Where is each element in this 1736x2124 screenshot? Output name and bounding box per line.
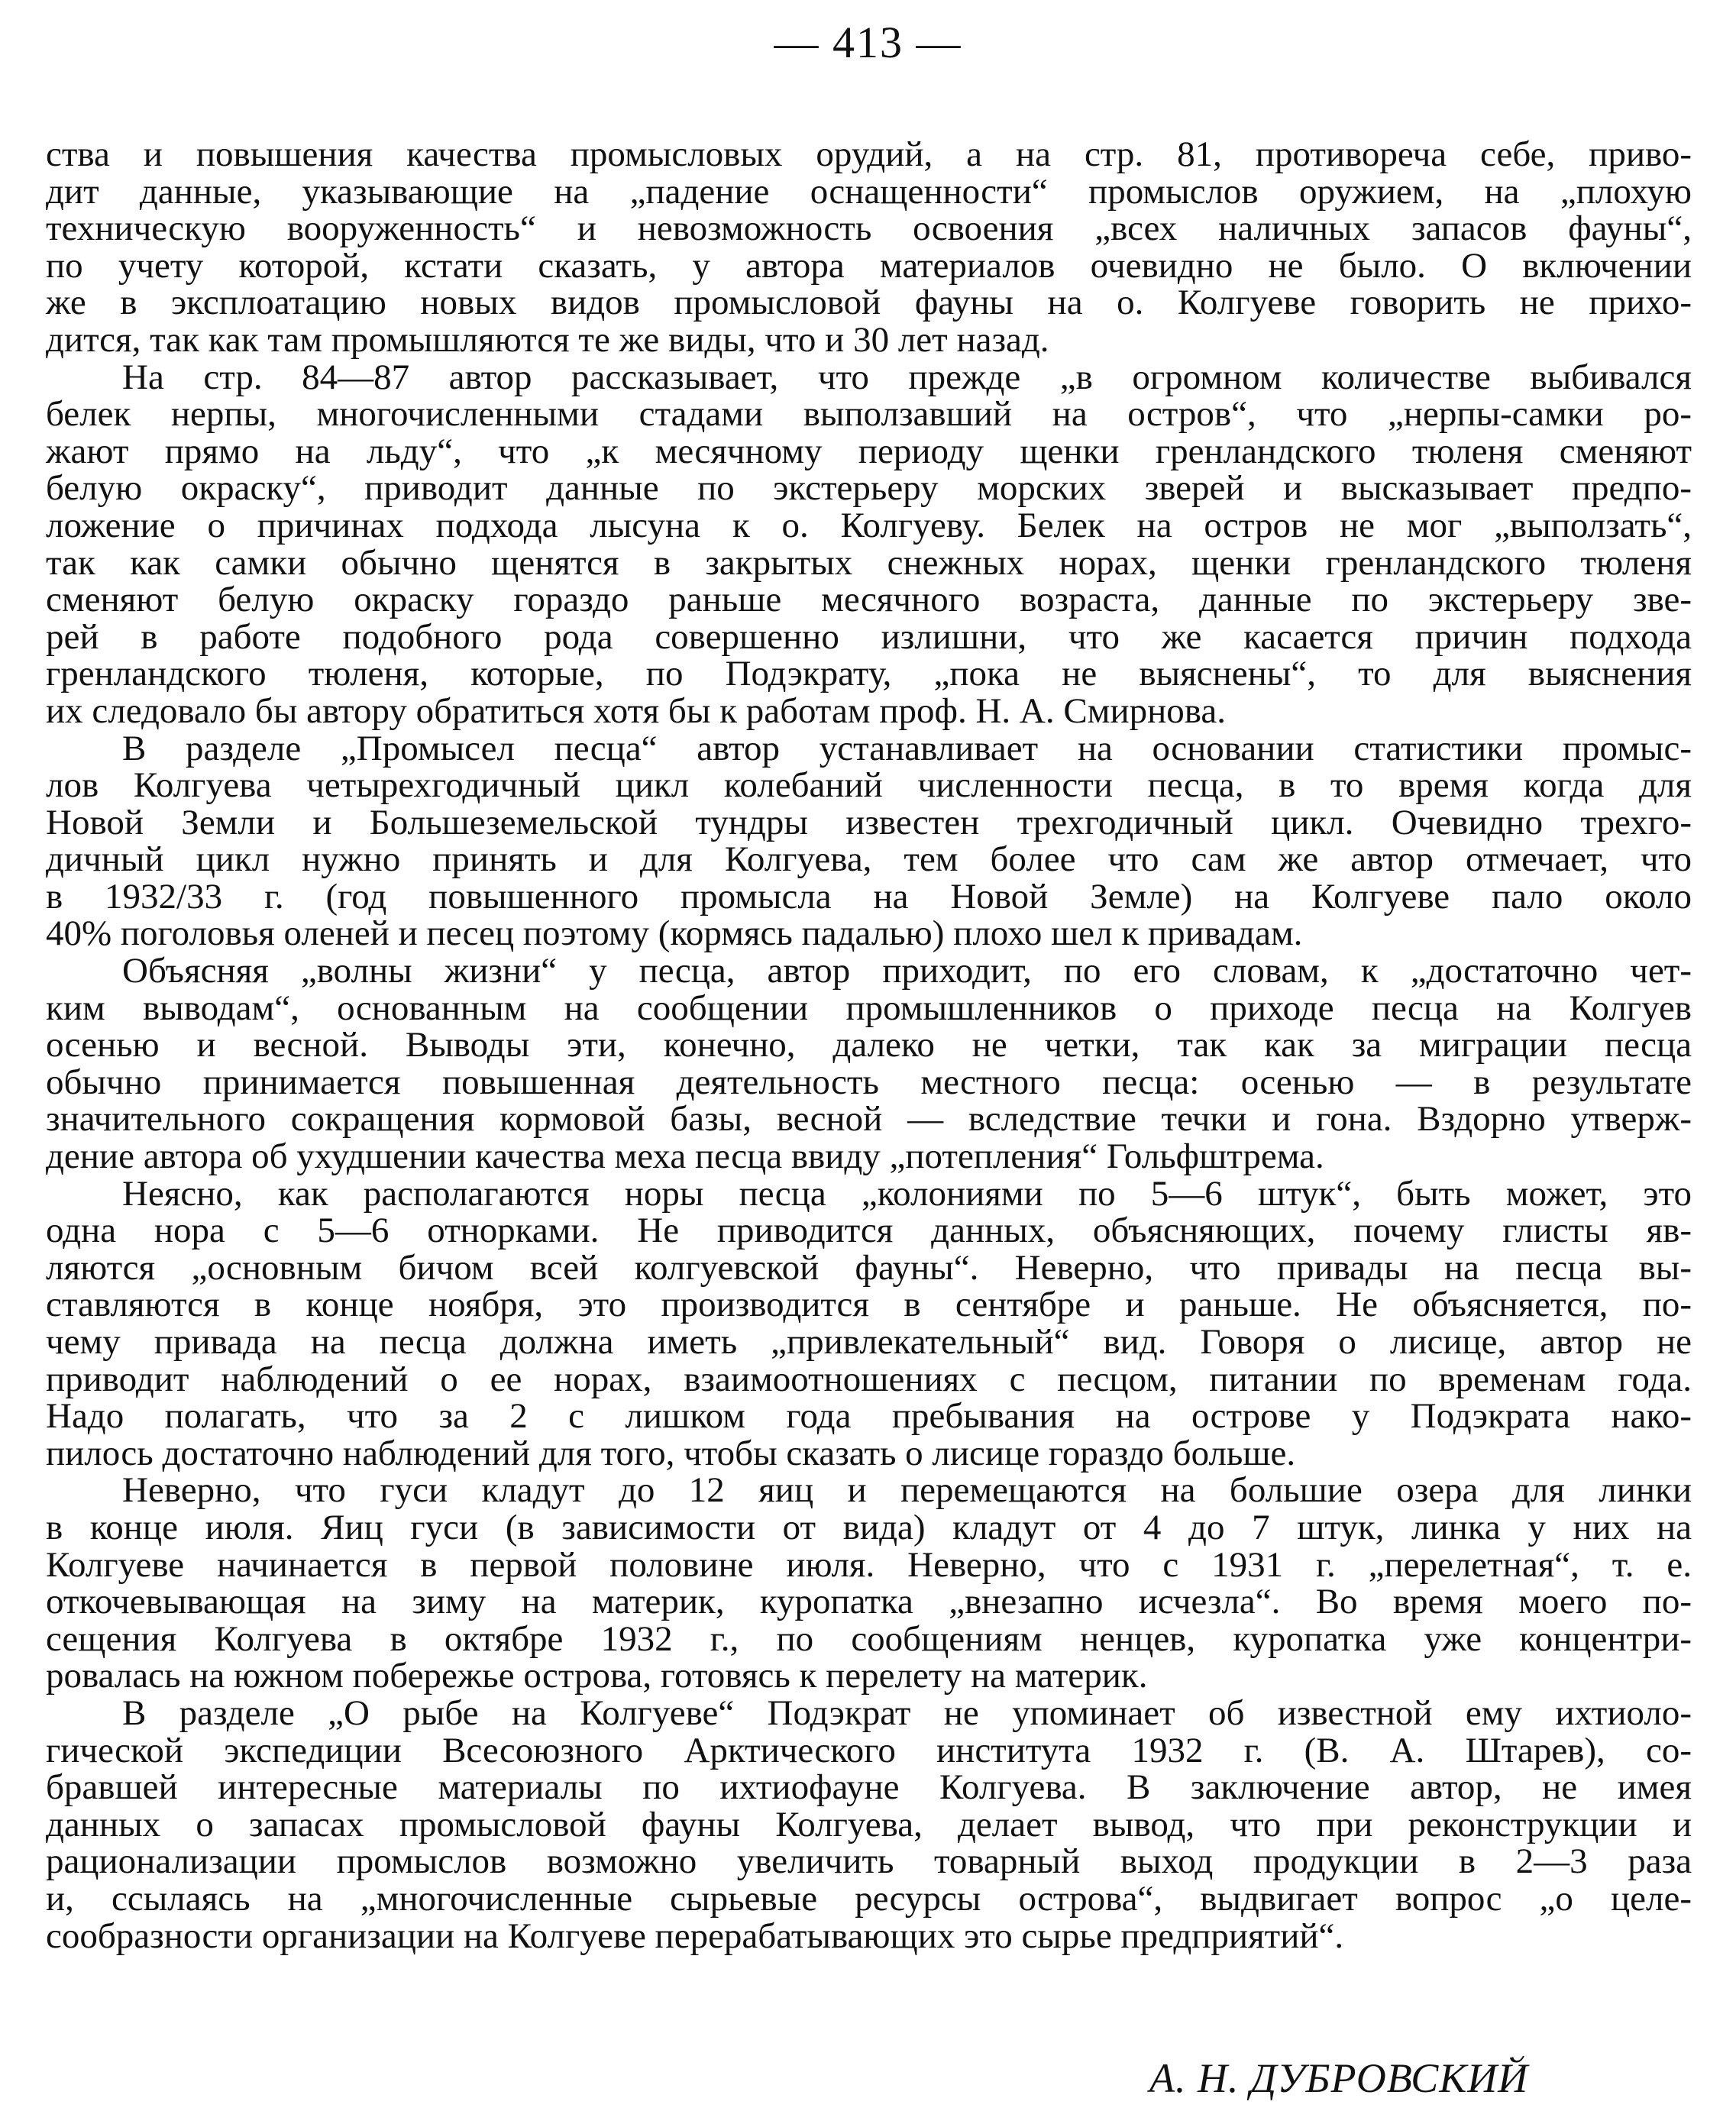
text-line: чему привада на песца должна иметь „привлекательный“ вид. Говоря о лисице, автор не — [46, 1322, 1692, 1362]
text-line: белек нерпы, многочисленными стадами выползавший на остров“, что „нерпы-самки ро- — [46, 394, 1692, 435]
text-line: обычно принимается повышенная деятельность местного песца: осенью — в результате — [46, 1062, 1692, 1102]
text-line: дение автора об ухудшении качества меха песца ввиду „потепления“ Гольфштрема. — [46, 1136, 1324, 1177]
article-body — [46, 136, 1692, 1954]
text-line: дит данные, указывающие на „падение оснащенности“ промыслов оружием, на „плохую — [46, 171, 1692, 212]
text-line: в конце июля. Яиц гуси (в зависимости от вида) кладут от 4 до 7 штук, линка у них на — [46, 1507, 1692, 1547]
text-line: ровалась на южном побережье острова, готовясь к перелету на материк. — [46, 1656, 1148, 1696]
text-line: одна нора с 5—6 отнорками. Не приводится данных, объясняющих, почему глисты яв- — [46, 1211, 1692, 1251]
text-line: ложение о причинах подхода лысуна к о. Колгуеву. Белек на остров не мог „выползать“, — [46, 505, 1692, 545]
text-line: Неясно, как располагаются норы песца „колониями по 5—6 штук“, быть может, это — [122, 1173, 1692, 1214]
text-line: данных о запасах промысловой фауны Колгуева, делает вывод, что при реконструкции и — [46, 1804, 1692, 1844]
text-line: В разделе „О рыбе на Колгуеве“ Подэкрат не упоминает об известной ему ихтиоло- — [122, 1692, 1692, 1733]
text-line: В разделе „Промысел песца“ автор устанавливает на основании статистики промыс- — [122, 728, 1692, 768]
text-line: рационализации промыслов возможно увеличить товарный выход продукции в 2—3 раза — [46, 1841, 1692, 1882]
author-signature: А. Н. ДУБРОВСКИЙ — [1149, 2055, 1529, 2101]
text-line: Объясняя „волны жизни“ у песца, автор приходит, по его словам, к „достаточно чет- — [122, 951, 1692, 991]
text-line: так как самки обычно щенятся в закрытых снежных норах, щенки гренландского тюленя — [46, 542, 1692, 583]
text-line: Надо полагать, что за 2 с лишком года пребывания на острове у Подэкрата нако- — [46, 1396, 1692, 1437]
text-line: ства и повышения качества промысловых орудий, а на стр. 81, противореча себе, приво- — [46, 134, 1692, 174]
text-line: откочевывающая на зиму на материк, куропатка „внезапно исчезла“. Во время моего по- — [46, 1582, 1692, 1622]
text-line: по учету которой, кстати сказать, у автора материалов очевидно не было. О включении — [46, 245, 1692, 286]
text-line: жают прямо на льду“, что „к месячному периоду щенки гренландского тюленя сменяют — [46, 431, 1692, 471]
paragraph — [46, 1175, 1692, 1473]
text-line: ким выводам“, основанным на сообщении промышленников о приходе песца на Колгуев — [46, 988, 1692, 1028]
text-line: осенью и весной. Выводы эти, конечно, далеко не четки, так как за миграции песца — [46, 1025, 1692, 1065]
paragraph — [46, 730, 1692, 953]
text-line: же в эксплоатацию новых видов промысловой фауны на о. Колгуеве говорить не прихо- — [46, 283, 1692, 323]
text-line: сменяют белую окраску гораздо раньше месячного возраста, данные по экстерьеру зве- — [46, 580, 1692, 620]
text-line: гренландского тюленя, которые, по Подэкрату, „пока не выяснены“, то для выяснения — [46, 654, 1692, 694]
page-number: — 413 — — [774, 18, 962, 67]
text-line: приводит наблюдений о ее норах, взаимоотношениях с песцом, питании по временам года. — [46, 1359, 1692, 1399]
text-line: бравшей интересные материалы по ихтиофауне Колгуева. В заключение автор, не имея — [46, 1767, 1692, 1808]
text-line: На стр. 84—87 автор рассказывает, что прежде „в огромном количестве выбивался — [122, 357, 1692, 397]
text-line: их следовало бы автору обратиться хотя бы к работам проф. Н. А. Смирнова. — [46, 690, 1226, 731]
text-line: Колгуеве начинается в первой половине июля. Неверно, что с 1931 г. „перелетная“, т. е. — [46, 1544, 1692, 1585]
text-line: Новой Земли и Большеземельской тундры известен трехгодичный цикл. Очевидно трехго- — [46, 802, 1692, 842]
text-line: дится, так как там промышляются те же виды, что и 30 лет назад. — [46, 319, 1049, 360]
text-line: в 1932/33 г. (год повышенного промысла на Новой Земле) на Колгуеве пало около — [46, 876, 1692, 917]
paragraph — [46, 136, 1692, 359]
text-line: техническую вооруженность“ и невозможность освоения „всех наличных запасов фауны“, — [46, 209, 1692, 249]
text-line: лов Колгуева четырехгодичный цикл колебаний численности песца, в то время когда для — [46, 765, 1692, 806]
text-line: значительного сокращения кормовой базы, весной — вследствие течки и гона. Вздорно утверж- — [46, 1099, 1692, 1140]
text-line: пилось достаточно наблюдений для того, чтобы сказать о лисице гораздо больше. — [46, 1433, 1296, 1473]
text-line: рей в работе подобного рода совершенно излишни, что же касается причин подхода — [46, 616, 1692, 657]
paragraph — [46, 1472, 1692, 1695]
text-line: 40% поголовья оленей и песец поэтому (кормясь падалью) плохо шел к привадам. — [46, 913, 1303, 954]
text-line: и, ссылаясь на „многочисленные сырьевые ресурсы острова“, выдвигает вопрос „о целе- — [46, 1878, 1692, 1919]
text-line: ляются „основным бичом всей колгуевской фауны“. Неверно, что привады на песца вы- — [46, 1247, 1692, 1288]
text-line: дичный цикл нужно принять и для Колгуева, тем более что сам же автор отмечает, что — [46, 839, 1692, 880]
text-line: сообразности организации на Колгуеве перерабатывающих это сырье предприятий“. — [46, 1915, 1344, 1956]
text-line: гической экспедиции Всесоюзного Арктического института 1932 г. (В. А. Штарев), со- — [46, 1730, 1692, 1770]
paragraph — [46, 1692, 1692, 1956]
text-line: ставляются в конце ноября, это производится в сентябре и раньше. Не объясняется, по- — [46, 1285, 1692, 1325]
paragraph — [46, 359, 1692, 730]
paragraph — [46, 952, 1692, 1175]
text-line: сещения Колгуева в октябре 1932 г., по сообщениям ненцев, куропатка уже концентри- — [46, 1618, 1692, 1659]
text-line: Неверно, что гуси кладут до 12 яиц и перемещаются на большие озера для линки — [122, 1470, 1692, 1511]
text-line: белую окраску“, приводит данные по экстерьеру морских зверей и высказывает предпо- — [46, 468, 1692, 509]
